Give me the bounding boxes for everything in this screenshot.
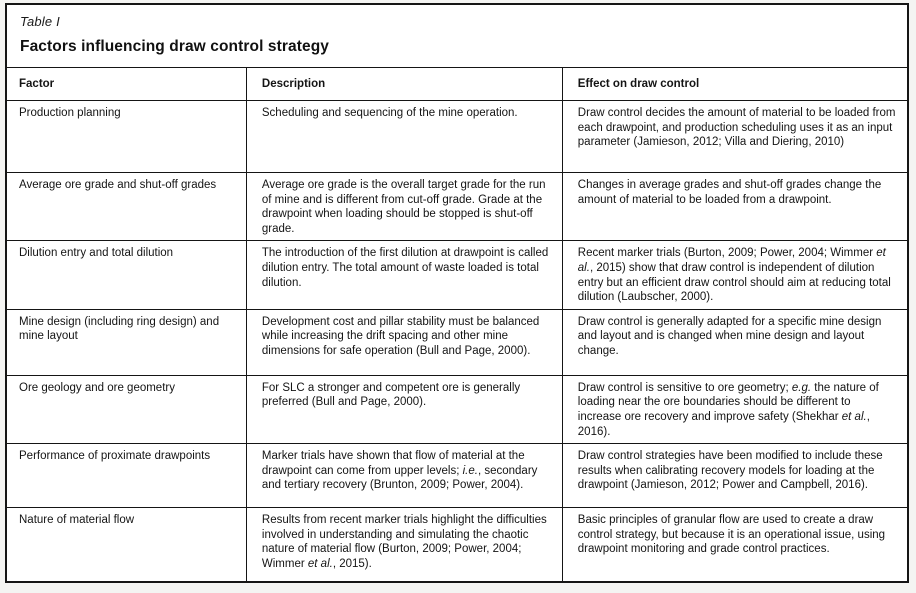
description-cell: The introduction of the first dilution at drawpoint is called dilution entry. The total amount of waste loaded is total dilution. xyxy=(246,241,562,309)
description-cell: For SLC a stronger and competent ore is generally preferred (Bull and Page, 2000). xyxy=(246,375,562,443)
effect-cell: Basic principles of granular flow are used to create a draw control strategy, but because it is an operational issue, using drawpoint monitoring and grade control practices. xyxy=(562,508,907,583)
effect-cell: Draw control decides the amount of material to be loaded from each drawpoint, and production scheduling uses it as an input parameter (Jamieson, 2012; Villa and Diering, 2010) xyxy=(562,101,907,173)
factor-cell: Nature of material flow xyxy=(7,508,246,583)
description-cell: Results from recent marker trials highlight the difficulties involved in understanding and simulating the chaotic nature of material flow (Burton, 2009; Power, 2004; Wimmer et al., 2015). xyxy=(246,508,562,583)
table-sheet xyxy=(5,3,909,583)
effect-cell: Draw control strategies have been modified to include these results when calibrating recovery models for loading at the drawpoint (Jamieson, 2012; Power and Campbell, 2016). xyxy=(562,444,907,508)
description-cell: Development cost and pillar stability must be balanced while increasing the drift spacing and other mine dimensions for safe operation (Bull and Page, 2000). xyxy=(246,309,562,375)
factor-cell: Mine design (including ring design) and mine layout xyxy=(7,309,246,375)
table-row xyxy=(7,241,907,309)
factor-cell: Average ore grade and shut-off grades xyxy=(7,173,246,241)
description-cell: Marker trials have shown that flow of material at the drawpoint can come from upper levels; i.e., secondary and tertiary recovery (Brunton, 2009; Power, 2004). xyxy=(246,444,562,508)
factor-cell: Ore geology and ore geometry xyxy=(7,375,246,443)
factor-cell: Production planning xyxy=(7,101,246,173)
table-title: Factors influencing draw control strategy xyxy=(20,38,329,55)
column-header-description: Description xyxy=(246,68,562,101)
effect-cell: Draw control is generally adapted for a specific mine design and layout and is changed when mine design and layout change. xyxy=(562,309,907,375)
factor-cell: Dilution entry and total dilution xyxy=(7,241,246,309)
table-row xyxy=(7,101,907,173)
effect-cell: Draw control is sensitive to ore geometry; e.g. the nature of loading near the ore boundaries should be different to increase ore recovery and improve safety (Shekhar et al., 2016). xyxy=(562,375,907,443)
table-caption xyxy=(7,5,907,56)
table-row xyxy=(7,173,907,241)
table-number-label: Table I xyxy=(20,14,60,29)
header-row xyxy=(7,68,907,101)
description-cell: Average ore grade is the overall target grade for the run of mine and is different from cut-off grade. Grade at the drawpoint when loading should be stopped is shut-off grade. xyxy=(246,173,562,241)
table-row xyxy=(7,375,907,443)
factors-table xyxy=(7,67,907,583)
table-row xyxy=(7,309,907,375)
effect-cell: Changes in average grades and shut-off grades change the amount of material to be loaded from a drawpoint. xyxy=(562,173,907,241)
table-row xyxy=(7,444,907,508)
table-row xyxy=(7,508,907,583)
column-header-factor: Factor xyxy=(7,68,246,101)
description-cell: Scheduling and sequencing of the mine operation. xyxy=(246,101,562,173)
effect-cell: Recent marker trials (Burton, 2009; Power, 2004; Wimmer et al., 2015) show that draw control is independent of dilution entry but an efficient draw control should aim at reducing total dilution (Laubscher, 2000). xyxy=(562,241,907,309)
column-header-effect: Effect on draw control xyxy=(562,68,907,101)
factor-cell: Performance of proximate drawpoints xyxy=(7,444,246,508)
